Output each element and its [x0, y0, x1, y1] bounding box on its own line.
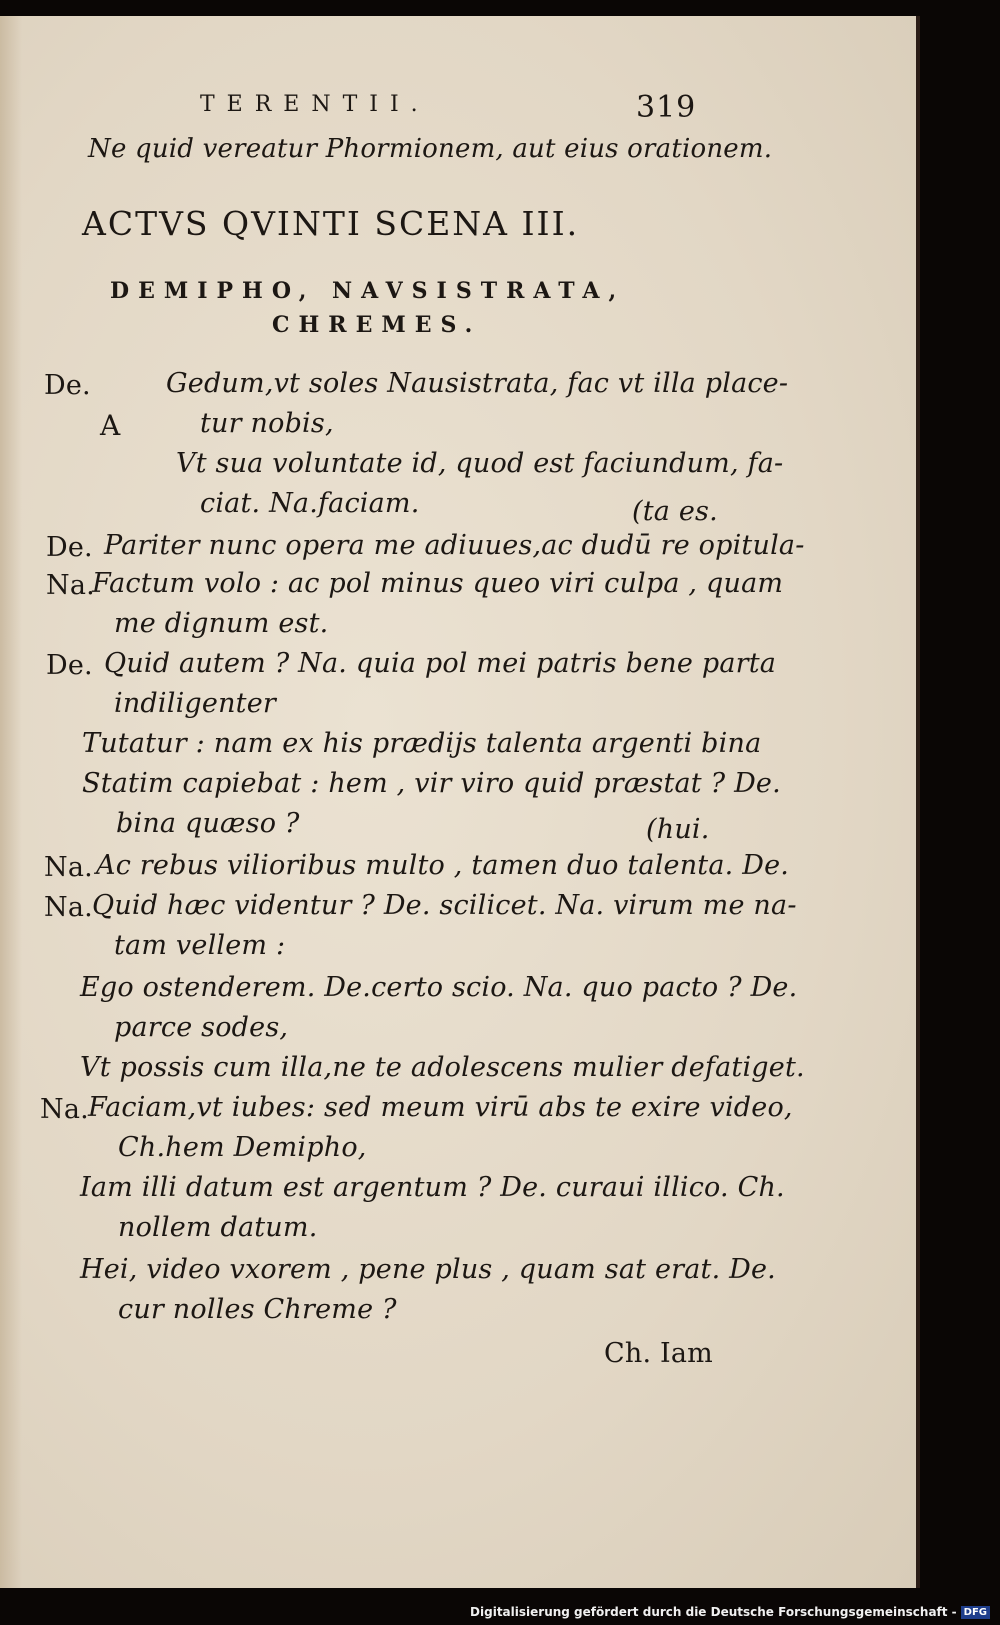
- verse-line: nollem datum.: [118, 1212, 318, 1243]
- verse-line: Tutatur : nam ex his prædijs talenta argenti bina: [82, 728, 762, 759]
- credit-text: Digitalisierung gefördert durch die Deutsche Forschungsgemeinschaft -: [470, 1605, 957, 1619]
- verse-line: Pariter nunc opera me adiuues,ac dudū re opitula-: [104, 530, 805, 561]
- running-title: TERENTII.: [200, 92, 430, 117]
- verse-line: Ego ostenderem. De.certo scio. Na. quo pacto ? De.: [80, 972, 798, 1003]
- verse-line: tur nobis,: [200, 408, 334, 439]
- book-page: [0, 16, 920, 1588]
- verse-line: ciat. Na.faciam.: [200, 488, 420, 519]
- verse-line: parce sodes,: [114, 1012, 289, 1043]
- verse-line-turnover: (ta es.: [632, 496, 718, 527]
- personae-line-2: CHREMES.: [272, 312, 482, 338]
- verse-line: Gedum,vt soles Nausistrata, fac vt illa place-: [166, 368, 789, 399]
- verse-line: Iam illi datum est argentum ? De. curaui illico. Ch.: [80, 1172, 785, 1203]
- verse-line: Faciam,vt iubes: sed meum virū abs te exire video,: [88, 1092, 793, 1123]
- speaker-label: De.: [46, 532, 93, 563]
- page-number: 319: [636, 90, 697, 125]
- speaker-label: Na.: [46, 570, 95, 601]
- verse-line: Statim capiebat : hem , vir viro quid præstat ? De.: [82, 768, 781, 799]
- speaker-label: Na.: [40, 1094, 89, 1125]
- digitization-credit: [470, 1605, 990, 1619]
- verse-line: indiligenter: [114, 688, 277, 719]
- verse-line: Hei, video vxorem , pene plus , quam sat erat. De.: [80, 1254, 776, 1285]
- verse-line: Vt sua voluntate id, quod est faciundum, fa-: [176, 448, 784, 479]
- verse-line: Vt possis cum illa,ne te adolescens mulier defatiget.: [80, 1052, 805, 1083]
- personae-line-1: DEMIPHO, NAVSISTRATA,: [110, 278, 626, 304]
- catchword: Ch. Iam: [604, 1338, 713, 1369]
- verse-line: cur nolles Chreme ?: [118, 1294, 397, 1325]
- drop-initial: A: [100, 409, 121, 442]
- first-line: Ne quid vereatur Phormionem, aut eius orationem.: [88, 134, 773, 164]
- scene-title: ACTVS QVINTI SCENA III.: [82, 204, 580, 243]
- speaker-label: Na.: [44, 852, 93, 883]
- verse-line: me dignum est.: [114, 608, 329, 639]
- verse-line: Quid autem ? Na. quia pol mei patris bene parta: [104, 648, 777, 679]
- dfg-logo: DFG: [961, 1606, 990, 1619]
- verse-line: Quid hæc videntur ? De. scilicet. Na. virum me na-: [92, 890, 797, 921]
- verse-line-turnover: (hui.: [646, 814, 710, 845]
- speaker-label: De.: [44, 370, 91, 401]
- verse-line: Ac rebus vilioribus multo , tamen duo talenta. De.: [96, 850, 790, 881]
- verse-line: tam vellem :: [114, 930, 286, 961]
- verse-line: Ch.hem Demipho,: [118, 1132, 367, 1163]
- verse-line: Factum volo : ac pol minus queo viri culpa , quam: [92, 568, 784, 599]
- speaker-label: Na.: [44, 892, 93, 923]
- speaker-label: De.: [46, 650, 93, 681]
- verse-line: bina quæso ?: [116, 808, 300, 839]
